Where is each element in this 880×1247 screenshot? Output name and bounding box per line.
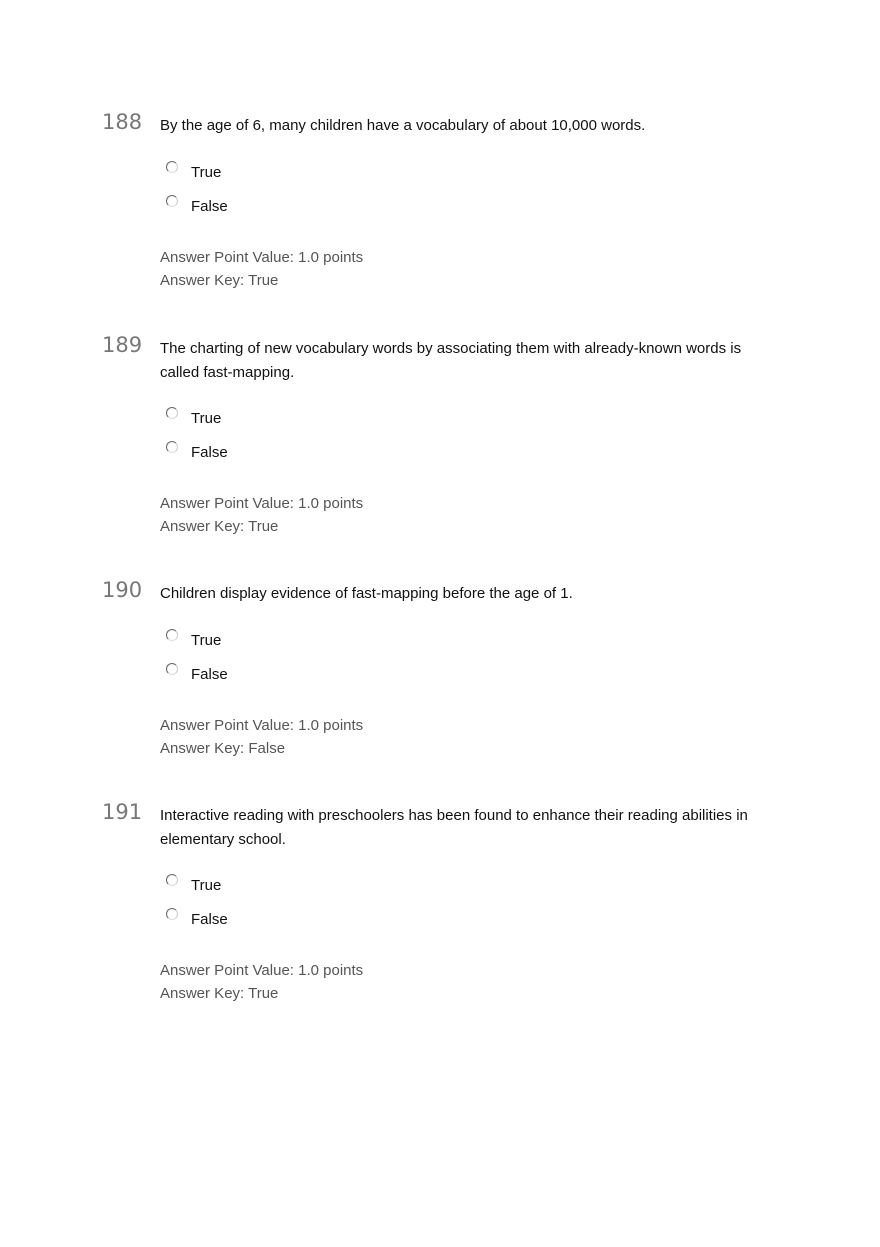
option-label: True: [191, 632, 222, 649]
option-true[interactable]: [166, 409, 221, 429]
radio-button-icon[interactable]: [166, 407, 178, 419]
question-number: 189: [102, 333, 143, 357]
option-label: False: [191, 911, 228, 928]
answer-key: Answer Key: True: [160, 518, 279, 535]
option-label: False: [191, 198, 228, 215]
option-label: False: [191, 666, 228, 683]
option-false[interactable]: [166, 665, 228, 685]
option-label: True: [191, 410, 222, 427]
option-false[interactable]: [166, 197, 228, 217]
option-false[interactable]: [166, 443, 228, 463]
option-true[interactable]: [166, 631, 221, 651]
radio-button-icon[interactable]: [166, 874, 178, 886]
radio-button-icon[interactable]: [166, 195, 178, 207]
question-number: 191: [102, 800, 143, 824]
answer-point-value: Answer Point Value: 1.0 points: [160, 717, 364, 734]
question-text: By the age of 6, many children have a vocabulary of about 10,000 words.: [160, 117, 646, 134]
question-text: The charting of new vocabulary words by associating them with already-known words is called fast-mapping.: [160, 340, 742, 381]
option-true[interactable]: [166, 163, 221, 183]
radio-button-icon[interactable]: [166, 161, 178, 173]
option-label: False: [191, 444, 228, 461]
radio-button-icon[interactable]: [166, 908, 178, 920]
option-label: True: [191, 164, 222, 181]
radio-button-icon[interactable]: [166, 629, 178, 641]
option-true[interactable]: [166, 876, 221, 896]
radio-button-icon[interactable]: [166, 441, 178, 453]
question-number: 188: [102, 110, 143, 134]
answer-point-value: Answer Point Value: 1.0 points: [160, 962, 364, 979]
answer-point-value: Answer Point Value: 1.0 points: [160, 249, 364, 266]
question-text: Children display evidence of fast-mapping before the age of 1.: [160, 585, 573, 602]
answer-point-value: Answer Point Value: 1.0 points: [160, 495, 364, 512]
radio-button-icon[interactable]: [166, 663, 178, 675]
option-false[interactable]: [166, 910, 228, 930]
option-label: True: [191, 877, 222, 894]
answer-key: Answer Key: True: [160, 985, 279, 1002]
question-number: 190: [102, 578, 143, 602]
answer-key: Answer Key: True: [160, 272, 279, 289]
question-text: Interactive reading with preschoolers has been found to enhance their reading abilities in elementary school.: [160, 807, 748, 848]
answer-key: Answer Key: False: [160, 740, 286, 757]
